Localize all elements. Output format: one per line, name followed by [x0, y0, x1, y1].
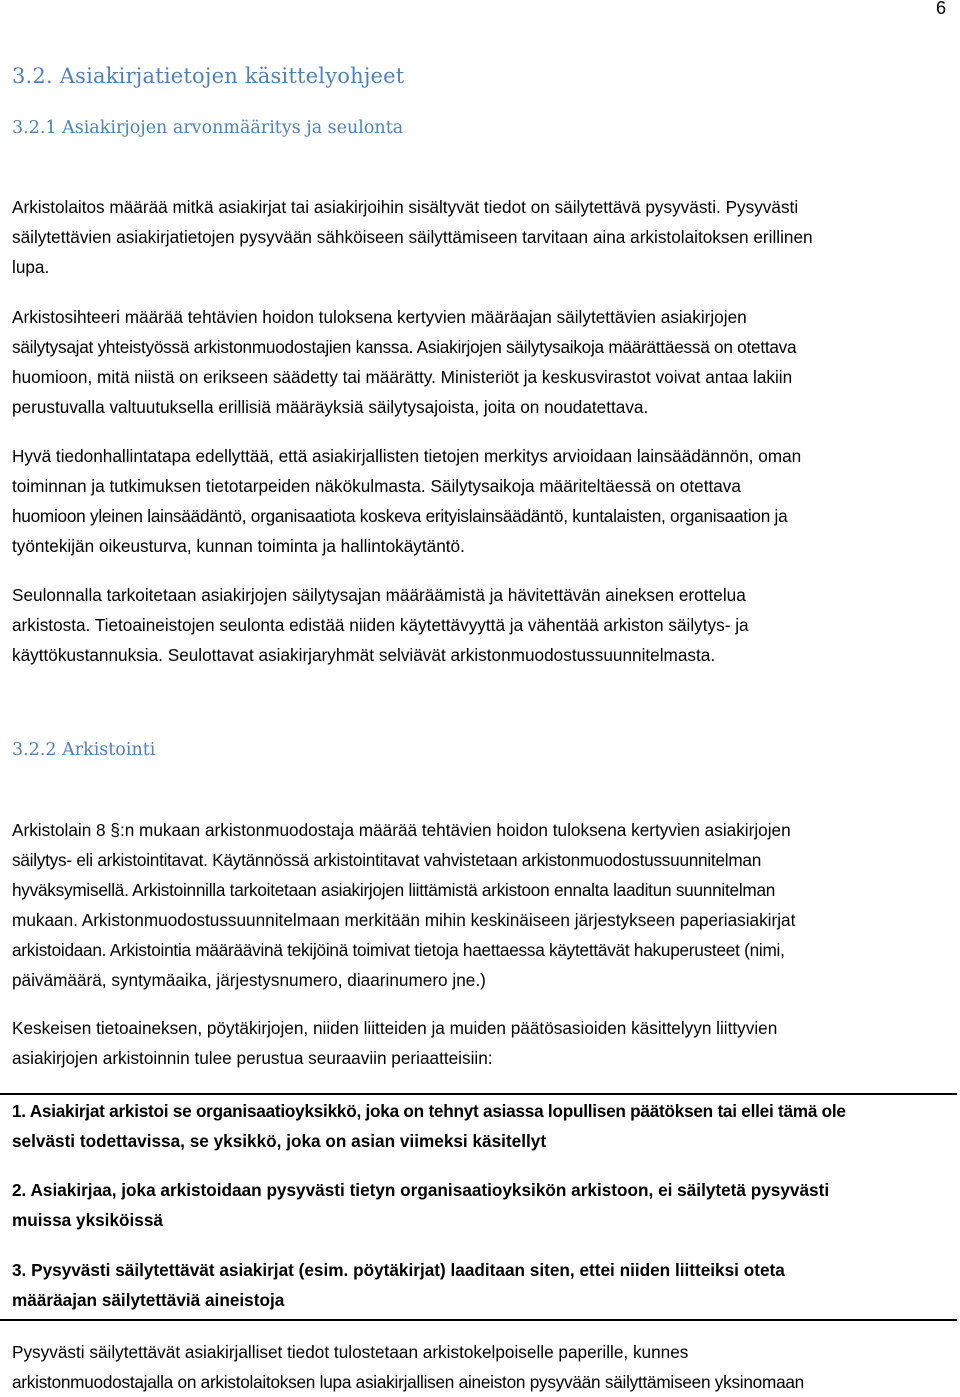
paragraph-line: Arkistolaitos määrää mitkä asiakirjat tai asiakirjoihin sisältyvät tiedot on säilytettävä pysyvästi. Pysyvästi: [12, 197, 799, 217]
page-number: 6: [935, 0, 946, 18]
paragraph-line: Pysyvästi säilytettävät asiakirjalliset tiedot tulostetaan arkistokelpoiselle paperille, kunnes: [12, 1342, 689, 1362]
paragraph-line: lupa.: [12, 257, 50, 277]
principle-3: [12, 1255, 957, 1315]
paragraph-line: arkistoidaan. Arkistointia määräävinä tekijöinä toimivat tietoja haettaessa käytettävät hakuperusteet (nimi,: [12, 940, 785, 960]
paragraph-line: toiminnan ja tutkimuksen tietotarpeiden näkökulmasta. Säilytysaikoja määriteltäessä on otettava: [12, 476, 741, 496]
subsection-heading-3-2-1: 3.2.1 Asiakirjojen arvonmääritys ja seulonta: [12, 118, 404, 138]
paragraph-permanent-printing: [12, 1337, 957, 1397]
principle-line: 1. Asiakirjat arkistoi se organisaatioyksikkö, joka on tehnyt asiassa lopullisen päätöksen tai ellei tämä ole: [12, 1101, 846, 1121]
paragraph-line: Seulonnalla tarkoitetaan asiakirjojen säilytysajan määräämistä ja hävitettävän aineksen erottelua: [12, 585, 746, 605]
paragraph-line: Arkistolain 8 §:n mukaan arkistonmuodostaja määrää tehtävien hoidon tuloksena kertyvien asiakirjojen: [12, 820, 791, 840]
paragraph-line: arkistosta. Tietoaineistojen seulonta edistää niiden käytettävyyttä ja vähentää arkiston säilytys- ja: [12, 615, 749, 635]
paragraph-line: arkistonmuodostajalla on arkistolaitoksen lupa asiakirjallisen aineiston pysyvään säilyttämiseen yksinomaan: [12, 1372, 804, 1392]
paragraph-line: työntekijän oikeusturva, kunnan toiminta ja hallintokäytäntö.: [12, 536, 465, 556]
paragraph-line: Hyvä tiedonhallintatapa edellyttää, että asiakirjallisten tietojen merkitys arvioidaan lainsäädännön, oman: [12, 446, 802, 466]
paragraph-retention-periods: [12, 302, 957, 422]
paragraph-archiving-methods: [12, 815, 957, 995]
paragraph-line: käyttökustannuksia. Seulottavat asiakirjaryhmät selviävät arkistonmuodostussuunnitelmasta.: [12, 645, 716, 665]
paragraph-archiving-principles-intro: [12, 1013, 957, 1073]
paragraph-line: asiakirjojen arkistoinnin tulee perustua seuraaviin periaatteisiin:: [12, 1048, 493, 1068]
principle-line: muissa yksiköissä: [12, 1210, 163, 1230]
paragraph-permanent-retention: [12, 192, 957, 282]
paragraph-line: Arkistosihteeri määrää tehtävien hoidon tuloksena kertyvien määräajan säilytettävien asiakirjojen: [12, 307, 747, 327]
paragraph-line: päivämäärä, syntymäaika, järjestysnumero, diaarinumero jne.): [12, 970, 486, 990]
principle-2: [12, 1175, 957, 1235]
paragraph-line: säilytettävien asiakirjatietojen pysyvään sähköiseen säilyttämiseen tarvitaan aina arkistolaitoksen erillinen: [12, 227, 813, 247]
paragraph-line: huomioon, mitä niistä on erikseen säädetty tai määrätty. Ministeriöt ja keskusvirastot voivat antaa lakiin: [12, 367, 793, 387]
section-heading-3-2: 3.2. Asiakirjatietojen käsittelyohjeet: [12, 64, 405, 88]
paragraph-line: perustuvalla valtuutuksella erillisiä määräyksiä säilytysajoista, joita on noudatettava.: [12, 397, 649, 417]
paragraph-line: Keskeisen tietoaineksen, pöytäkirjojen, niiden liitteiden ja muiden päätösasioiden käsittelyyn liittyvien: [12, 1018, 778, 1038]
paragraph-line: säilytysajat yhteistyössä arkistonmuodostajien kanssa. Asiakirjojen säilytysaikoja määrättäessä on otettava: [12, 337, 797, 357]
paragraph-appraisal: [12, 580, 957, 670]
principle-line: selvästi todettavissa, se yksikkö, joka on asian viimeksi käsitellyt: [12, 1131, 547, 1151]
paragraph-line: hyväksymisellä. Arkistoinnilla tarkoitetaan asiakirjojen liittämistä arkistoon ennalta laaditun suunnitelman: [12, 880, 776, 900]
paragraph-line: huomioon yleinen lainsäädäntö, organisaatiota koskeva erityislainsäädäntö, kuntalaisten, organisaation ja: [12, 506, 788, 526]
principle-line: 3. Pysyvästi säilytettävät asiakirjat (esim. pöytäkirjat) laaditaan siten, ettei niiden liitteiksi oteta: [12, 1260, 785, 1280]
principle-line: määräajan säilytettäviä aineistoja: [12, 1290, 285, 1310]
paragraph-line: säilytys- eli arkistointitavat. Käytännössä arkistointitavat vahvistetaan arkistonmuodostussuunnitelman: [12, 850, 762, 870]
principle-1: [12, 1096, 957, 1156]
subsection-heading-3-2-2: 3.2.2 Arkistointi: [12, 740, 156, 760]
principle-line: 2. Asiakirjaa, joka arkistoidaan pysyvästi tietyn organisaatioyksikön arkistoon, ei säilytetä pysyvästi: [12, 1180, 830, 1200]
paragraph-information-management: [12, 441, 957, 561]
paragraph-line: mukaan. Arkistonmuodostussuunnitelmaan merkitään mihin keskinäiseen järjestykseen paperiasiakirjat: [12, 910, 796, 930]
